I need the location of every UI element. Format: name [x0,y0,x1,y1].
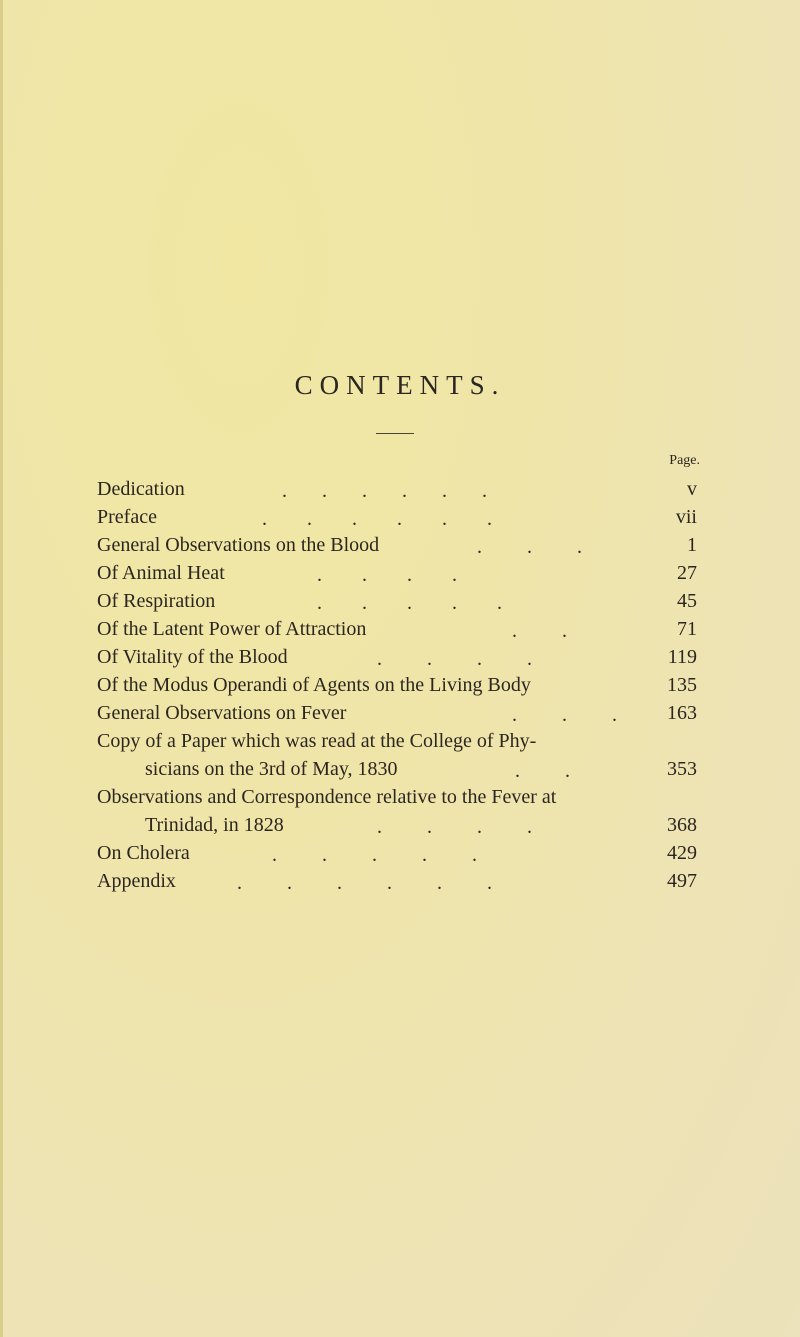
leader-dots: . . [515,760,570,782]
leader-dots: . . . . . [317,592,502,614]
leader-dots: . . . . [377,816,532,838]
toc-entry-page: 353 [667,758,697,780]
toc-entry-page: 497 [667,870,697,892]
toc-entry-title: Of Animal Heat [97,562,225,584]
toc-entry [97,646,697,674]
toc-entry-page: v [687,478,697,500]
toc-entry [97,758,697,786]
toc-entry-page: vii [675,506,697,528]
toc-entry-title: On Cholera [97,842,190,864]
toc-entry-page: 1 [687,534,697,556]
toc-entry-title: General Observations on Fever [97,702,347,724]
toc-entry [97,590,697,618]
toc-entry [97,534,697,562]
toc-entry [97,814,697,842]
toc-entry [97,674,697,702]
page-column-label: Page. [669,453,700,468]
toc-entry-title: Appendix [97,870,176,892]
leader-dots: . . . . . . [282,480,487,502]
toc-entry-page: 27 [677,562,697,584]
toc-entry [97,870,697,898]
leader-dots: . . . . [377,648,532,670]
toc-entry [97,478,697,506]
leader-dots: . . . [512,704,617,726]
leader-dots: . . . . . . [237,872,492,894]
toc-entry-title: sicians on the 3rd of May, 1830 [145,758,398,780]
toc-entry-page: 71 [677,618,697,640]
toc-entry-title: Preface [97,506,157,528]
toc-entry [97,730,697,758]
toc-entry-title: Trinidad, in 1828 [145,814,284,836]
leader-dots: . . . . . . [262,508,492,530]
toc-entry-title: Of Vitality of the Blood [97,646,288,668]
leader-dots: . . . . . [272,844,477,866]
toc-entry [97,702,697,730]
leader-dots: . . . . [317,564,457,586]
toc-entry-page: 135 [667,674,697,696]
toc-entry-page: 45 [677,590,697,612]
toc-entry [97,786,697,814]
toc-entry [97,618,697,646]
toc-entry [97,842,697,870]
toc-entry-title: Of the Modus Operandi of Agents on the Living Body [97,674,531,696]
toc-entry-title: General Observations on the Blood [97,534,380,556]
leader-dots: . . [512,620,567,642]
toc-entry [97,562,697,590]
page-title: CONTENTS. [294,370,506,400]
toc-entry-page: 119 [667,646,697,668]
toc-entry-page: 163 [667,702,697,724]
leader-dots: . . . [477,536,582,558]
toc-entry-title: Observations and Correspondence relative to the Fever at [97,786,557,808]
toc-entry-title: Dedication [97,478,185,500]
toc-entry-page: 429 [667,842,697,864]
toc-entry-title: Of the Latent Power of Attraction [97,618,367,640]
toc-entry [97,506,697,534]
toc-entry-title: Of Respiration [97,590,216,612]
toc-entry-title: Copy of a Paper which was read at the College of Phy- [97,730,537,752]
toc-entry-page: 368 [667,814,697,836]
